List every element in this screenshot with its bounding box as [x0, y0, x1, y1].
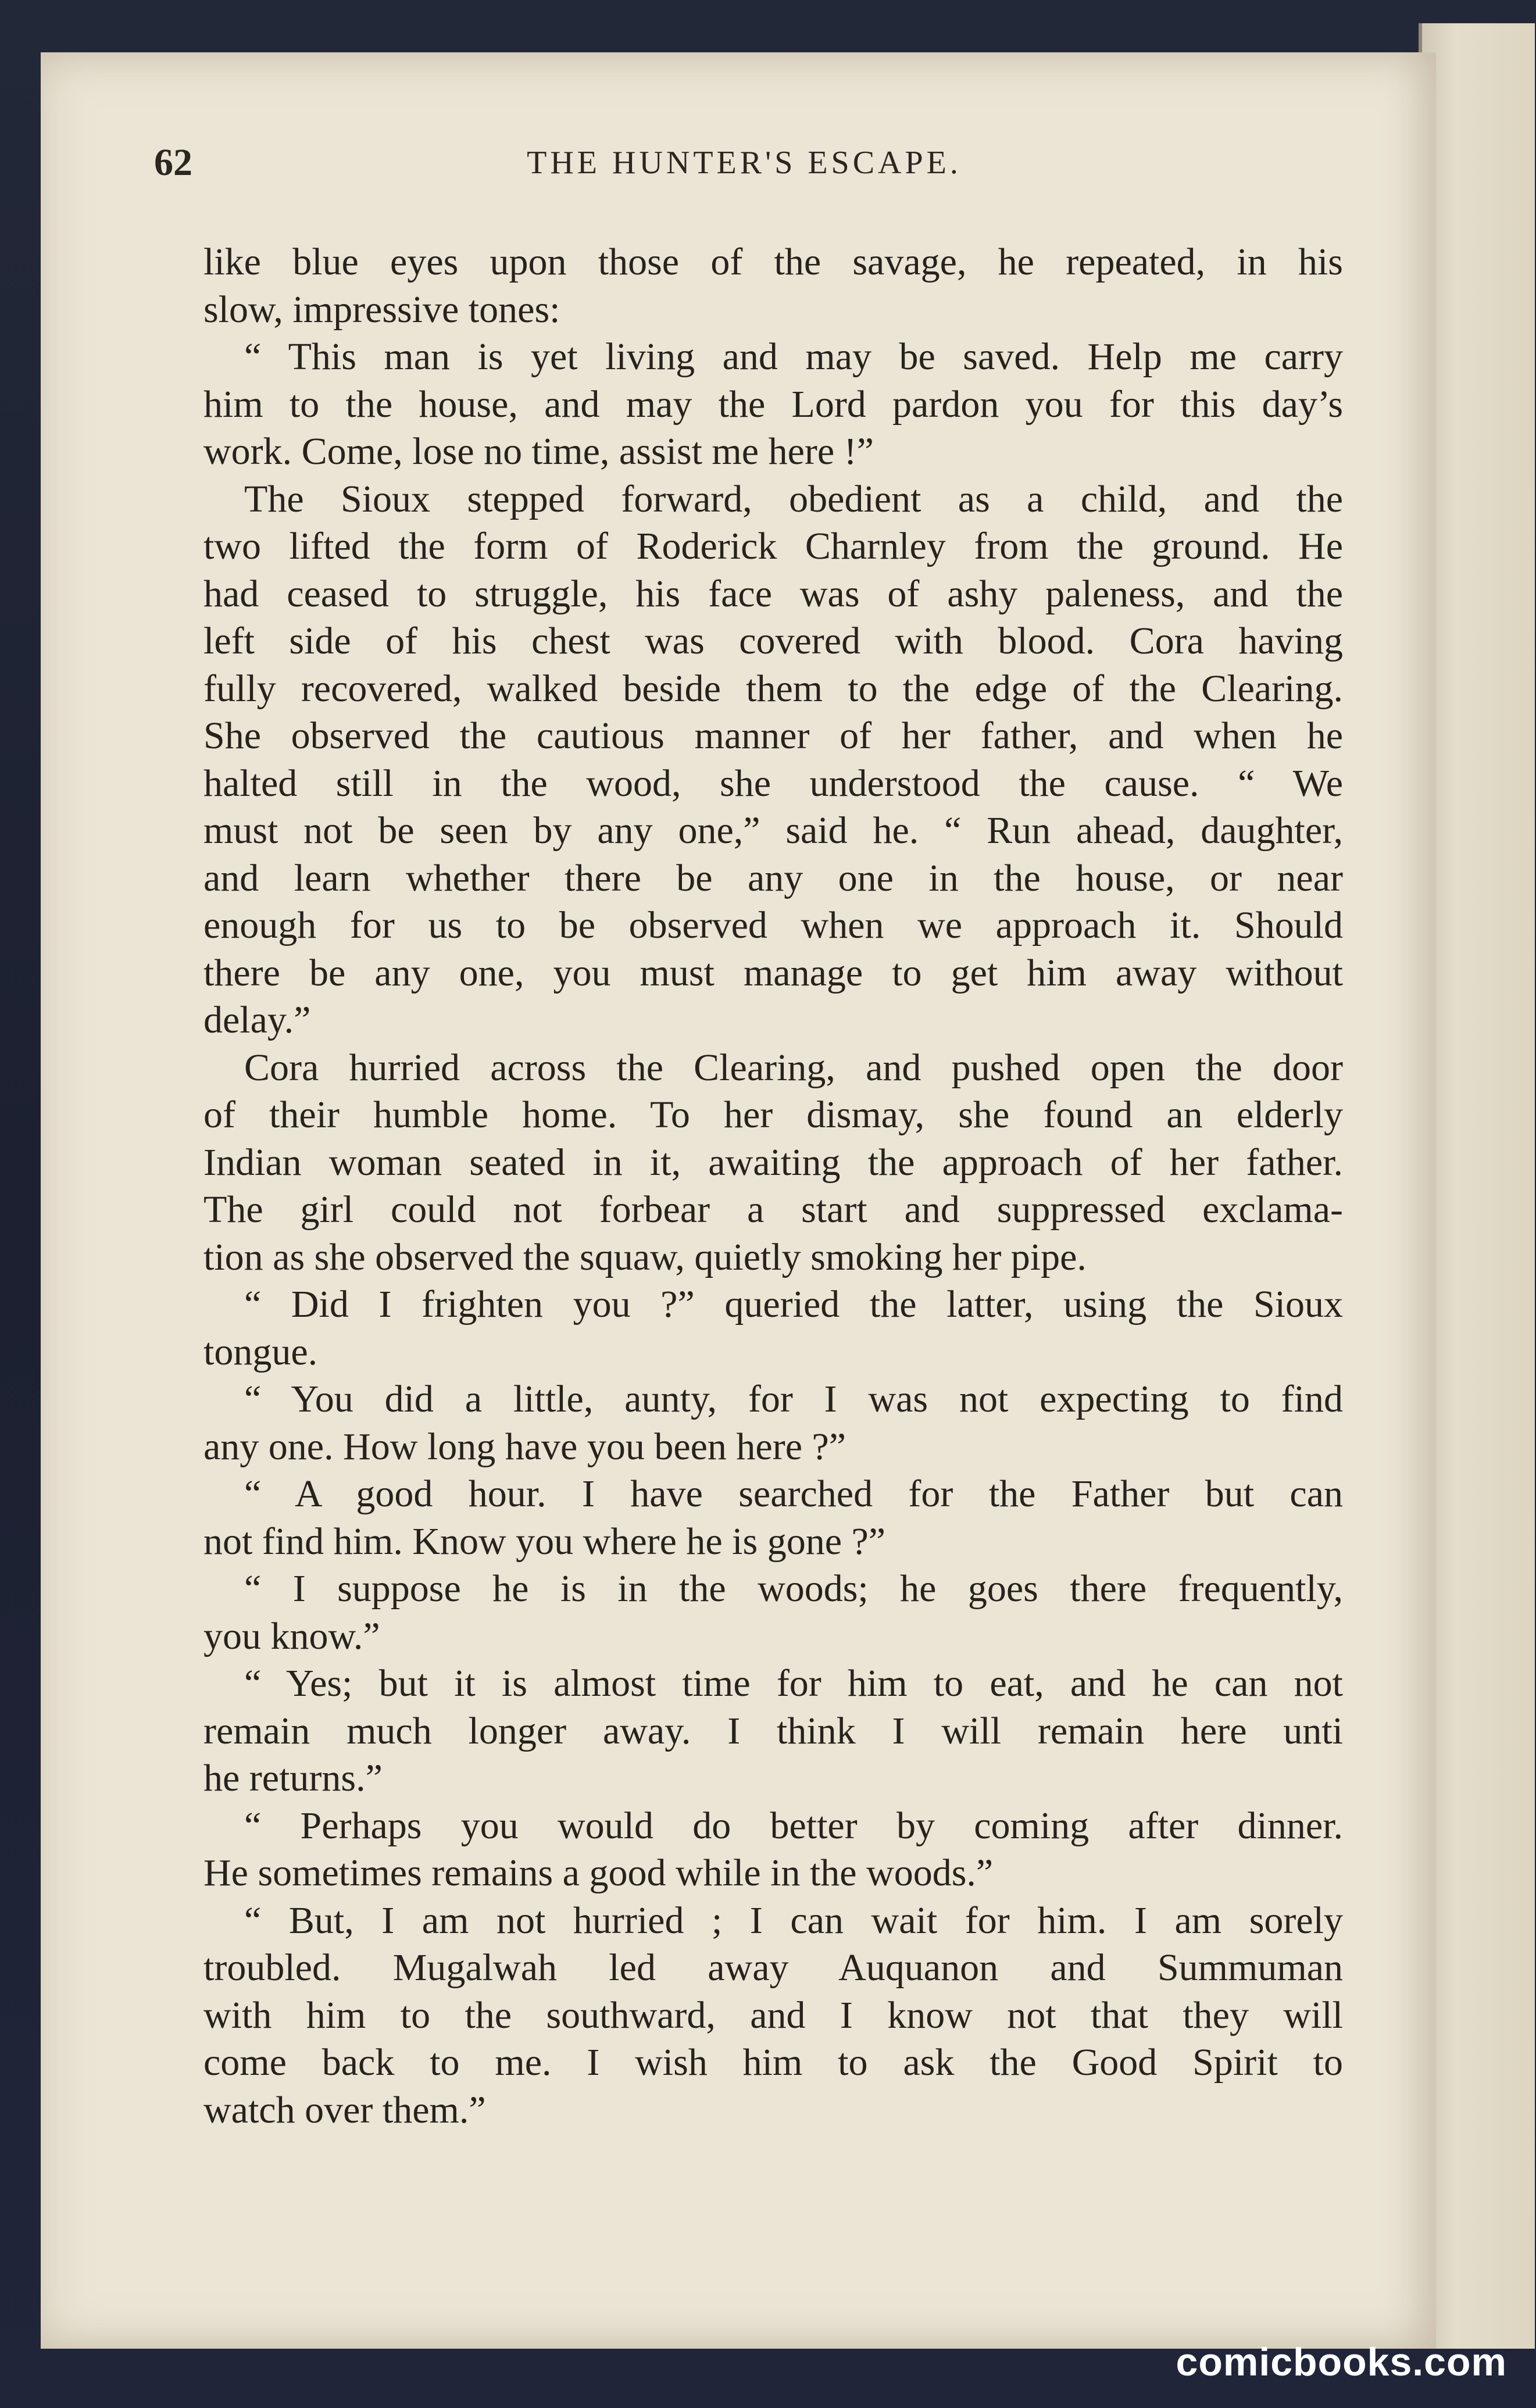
- text-line: watch over them.”: [203, 2088, 486, 2131]
- text-line: Cora hurried across the Clearing, and pushed open the door: [244, 1046, 1343, 1089]
- text-line: slow, impressive tones:: [203, 288, 560, 331]
- text-line: “ A good hour. I have searched for the Father but can: [244, 1473, 1343, 1515]
- text-line: two lifted the form of Roderick Charnley from the ground. He: [203, 525, 1343, 567]
- text-line: he returns.”: [203, 1757, 383, 1799]
- text-line: of their humble home. To her dismay, she found an elderly: [203, 1094, 1343, 1136]
- text-line: tongue.: [203, 1330, 318, 1373]
- running-head: THE HUNTER'S ESCAPE.: [527, 145, 962, 181]
- text-line: had ceased to struggle, his face was of ashy paleness, and the: [203, 572, 1343, 615]
- page-number: 62: [154, 141, 192, 184]
- text-line: halted still in the wood, she understood the cause. “ We: [203, 762, 1343, 805]
- text-line: She observed the cautious manner of her father, and when he: [203, 714, 1343, 757]
- text-line: “ But, I am not hurried ; I can wait for him. I am sorely: [244, 1899, 1343, 1942]
- text-line: delay.”: [203, 999, 311, 1041]
- text-line: work. Come, lose no time, assist me here !”: [203, 430, 874, 473]
- text-line: “ You did a little, aunty, for I was not expecting to find: [244, 1378, 1343, 1420]
- text-line: like blue eyes upon those of the savage, he repeated, in his: [203, 241, 1343, 283]
- text-line: fully recovered, walked beside them to the edge of the Clearing.: [203, 667, 1343, 710]
- text-line: tion as she observed the squaw, quietly smoking her pipe.: [203, 1235, 1087, 1278]
- text-line: left side of his chest was covered with blood. Cora having: [203, 620, 1343, 662]
- text-line: troubled. Mugalwah led away Auquanon and Summuman: [203, 1946, 1343, 1989]
- text-line: and learn whether there be any one in the house, or near: [203, 856, 1343, 899]
- text-line: “ Yes; but it is almost time for him to eat, and he can not: [244, 1662, 1343, 1705]
- text-line: come back to me. I wish him to ask the Good Spirit to: [203, 2041, 1343, 2084]
- text-line: enough for us to be observed when we approach it. Should: [203, 904, 1343, 946]
- text-line: The girl could not forbear a start and suppressed exclama-: [203, 1188, 1343, 1231]
- text-line: not find him. Know you where he is gone ?”: [203, 1520, 886, 1563]
- text-line: “ Perhaps you would do better by coming after dinner.: [244, 1804, 1343, 1847]
- text-line: any one. How long have you been here ?”: [203, 1425, 846, 1468]
- text-line: him to the house, and may the Lord pardon you for this day’s: [203, 383, 1343, 426]
- text-line: Indian woman seated in it, awaiting the approach of her father.: [203, 1141, 1343, 1184]
- text-line: must not be seen by any one,” said he. “ Run ahead, daughter,: [203, 809, 1343, 852]
- text-line: He sometimes remains a good while in the woods.”: [203, 1852, 994, 1894]
- page-header: [154, 128, 1334, 198]
- body-text: [203, 238, 1343, 2134]
- text-line: there be any one, you must manage to get him away without: [203, 951, 1343, 994]
- text-line: “ This man is yet living and may be saved. Help me carry: [244, 335, 1343, 378]
- watermark: comicbooks.com: [1176, 2340, 1507, 2384]
- text-line: The Sioux stepped forward, obedient as a child, and the: [244, 477, 1343, 520]
- text-line: you know.”: [203, 1614, 380, 1657]
- facing-page-edge: [1419, 23, 1535, 2349]
- text-line: “ Did I frighten you ?” queried the latter, using the Sioux: [244, 1283, 1343, 1326]
- text-line: remain much longer away. I think I will remain here unti: [203, 1709, 1343, 1752]
- text-line: “ I suppose he is in the woods; he goes there frequently,: [244, 1567, 1343, 1610]
- text-line: with him to the southward, and I know not that they will: [203, 1993, 1343, 2037]
